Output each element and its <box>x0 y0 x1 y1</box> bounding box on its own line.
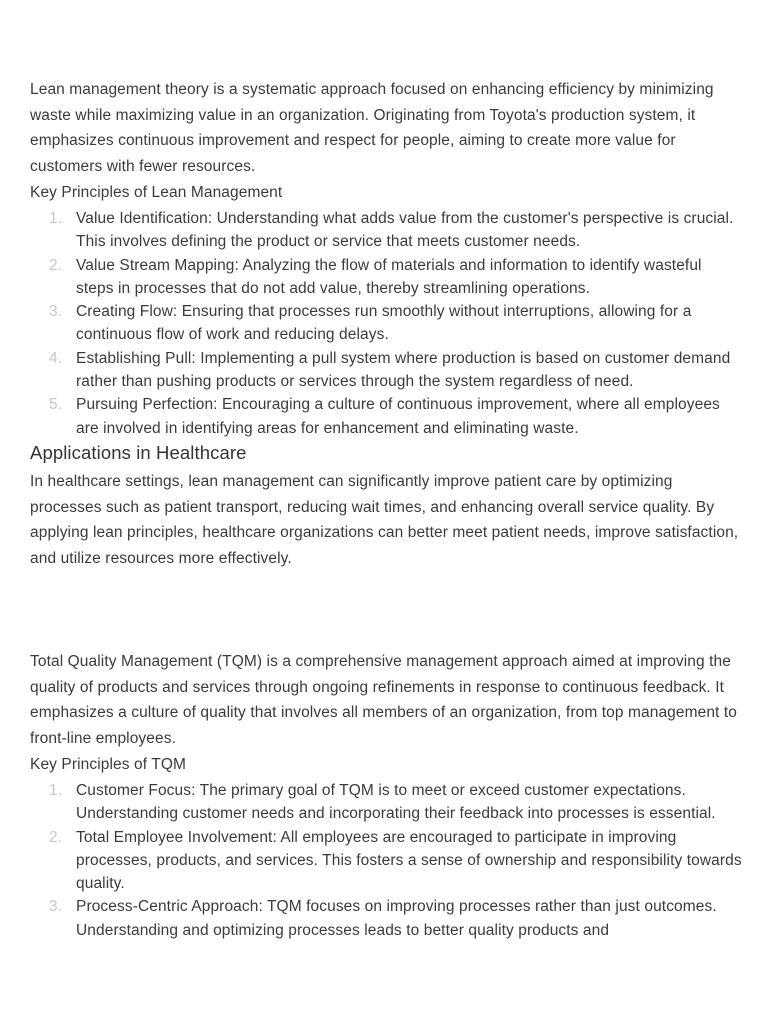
list-item-text: Value Identification: Understanding what adds value from the customer's perspective is crucial. This involves defining the product or service that meets customer needs. <box>76 210 734 251</box>
list-item-text: Pursuing Perfection: Encouraging a culture of continuous improvement, where all employees are involved in identifying areas for enhancement and eliminating waste. <box>76 396 720 437</box>
list-item-text: Establishing Pull: Implementing a pull system where production is based on customer demand rather than pushing products or services through the system regardless of need. <box>76 349 731 391</box>
list-item <box>30 254 742 301</box>
list-item-text: Total Employee Involvement: All employees are encouraged to participate in improving processes, products, and services. This fosters a sense of ownership and responsibility towards quality. <box>76 828 742 893</box>
list-item-text: Process-Centric Approach: TQM focuses on improving processes rather than just outcomes. Understanding and optimizing processes leads to better quality products and <box>76 898 717 939</box>
lean-intro-paragraph: Lean management theory is a systematic approach focused on enhancing efficiency by minimizing waste while maximizing value in an organization. Originating from Toyota's production system, it emphasizes continuous improvement and respect for people, aiming to create more value for customers with fewer resources. <box>30 81 714 176</box>
list-number: 1. <box>49 210 63 227</box>
list-item <box>30 300 742 347</box>
list-item <box>30 347 742 394</box>
list-item <box>30 207 742 254</box>
list-item <box>30 779 742 826</box>
list-number: 4. <box>49 349 63 367</box>
list-item <box>30 895 742 942</box>
list-number: 1. <box>49 782 63 799</box>
applications-heading: Applications in Healthcare <box>30 442 247 463</box>
list-item <box>30 826 742 896</box>
lean-principles-list <box>30 207 742 440</box>
list-number: 3. <box>49 303 63 321</box>
applications-paragraph: In healthcare settings, lean management can significantly improve patient care by optimizing processes such as patient transport, reducing wait times, and enhancing overall service quality. By applying lean principles, healthcare organizations can better meet patient needs, improve satisfaction, and utilize resources more effectively. <box>30 473 739 568</box>
list-item-text: Customer Focus: The primary goal of TQM is to meet or exceed customer expectations. Understanding customer needs and incorporating their feedback into processes is essential. <box>76 782 716 823</box>
tqm-intro-paragraph: Total Quality Management (TQM) is a comprehensive management approach aimed at improving the quality of products and services through ongoing refinements in response to continuous feedback. It emphasizes a culture of quality that involves all members of an organization, from top management to front-line employees. <box>30 653 737 748</box>
tqm-principles-heading: Key Principles of TQM <box>30 756 187 773</box>
list-number: 2. <box>49 256 63 274</box>
list-item-text: Value Stream Mapping: Analyzing the flow of materials and information to identify wasteful steps in processes that do not add value, thereby streamlining operations. <box>76 256 702 297</box>
list-number: 5. <box>49 396 63 414</box>
list-number: 2. <box>49 828 63 846</box>
tqm-principles-list <box>30 779 742 942</box>
list-item <box>30 393 742 440</box>
lean-principles-heading: Key Principles of Lean Management <box>30 184 283 201</box>
list-number: 3. <box>49 898 63 916</box>
list-item-text: Creating Flow: Ensuring that processes run smoothly without interruptions, allowing for a continuous flow of work and reducing delays. <box>76 303 692 344</box>
